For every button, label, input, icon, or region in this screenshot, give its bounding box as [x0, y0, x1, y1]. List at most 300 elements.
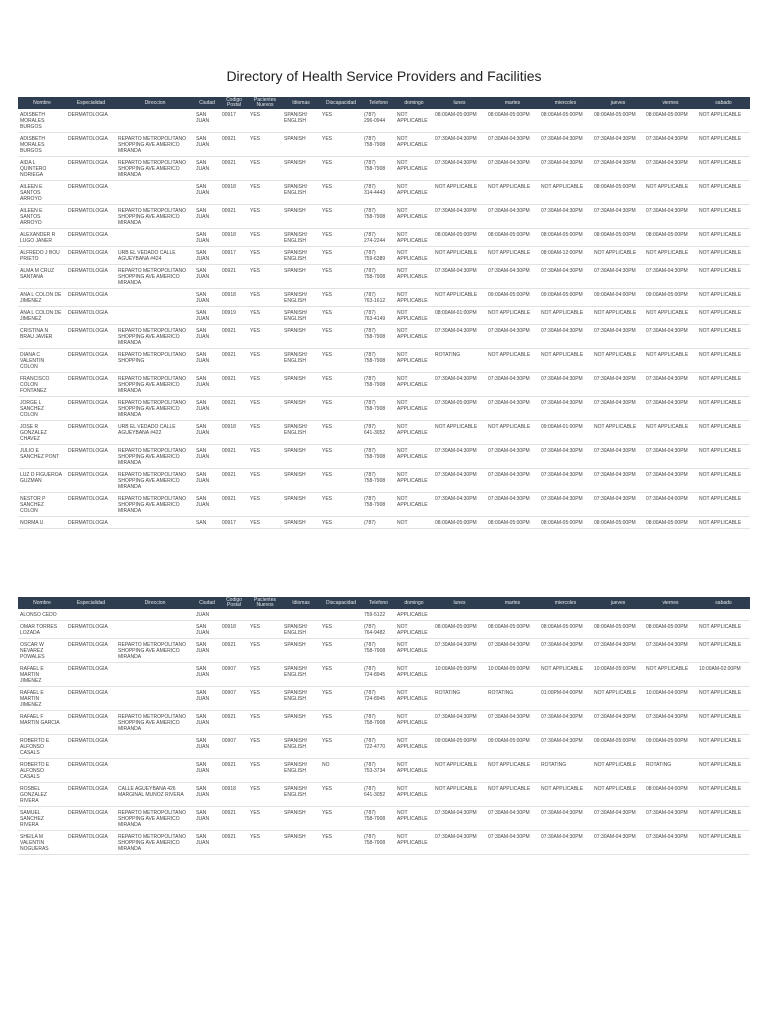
- cell-pacientes-nuevos: YES: [248, 783, 282, 807]
- cell-lunes: 07:30AM-04:30PM: [433, 711, 486, 735]
- cell-direccion: REPARTO METROPOLITANO SHOPPING AVE AMERICO MIRANDA: [116, 639, 194, 663]
- cell-viernes: NOT APPLICABLE: [644, 663, 697, 687]
- column-header-pacientes-nuevos: Pacientes Nuevos: [248, 97, 282, 109]
- cell-lunes: 08:00AM-01:00PM: [433, 307, 486, 325]
- cell-ciudad: SAN JUAN: [194, 109, 220, 133]
- cell-sabado: NOT APPLICABLE: [697, 759, 750, 783]
- cell-sabado: NOT APPLICABLE: [697, 493, 750, 517]
- cell-nombre: ALMA M CRUZ SANTANA: [18, 265, 66, 289]
- cell-idiomas: SPANISH: [282, 397, 320, 421]
- column-header-jueves: jueves: [592, 597, 644, 609]
- cell-ciudad: SAN JUAN: [194, 289, 220, 307]
- cell-sabado: NOT APPLICABLE: [697, 445, 750, 469]
- cell-lunes: 09:00AM-05:00PM: [433, 735, 486, 759]
- cell-viernes: [644, 609, 697, 621]
- cell-viernes: 07:30AM-04:30PM: [644, 133, 697, 157]
- cell-ciudad: SAN JUAN: [194, 711, 220, 735]
- cell-especialidad: DERMATOLOGIA: [66, 421, 116, 445]
- cell-codigo-postal: 00921: [220, 157, 248, 181]
- cell-ciudad: SAN JUAN: [194, 247, 220, 265]
- cell-domingo: NOT APPLICABLE: [395, 307, 433, 325]
- cell-codigo-postal: 00921: [220, 397, 248, 421]
- cell-martes: NOT APPLICABLE: [486, 759, 539, 783]
- cell-discapacidad: YES: [320, 307, 362, 325]
- cell-lunes: 07:30AM-04:30PM: [433, 639, 486, 663]
- cell-nombre: AILEEN E SANTOS ARROYO: [18, 205, 66, 229]
- cell-miercoles: 08:00AM-12:00PM: [539, 247, 592, 265]
- cell-jueves: 07:30AM-04:30PM: [592, 397, 644, 421]
- cell-codigo-postal: 00907: [220, 663, 248, 687]
- column-header-idiomas: Idiomas: [282, 97, 320, 109]
- column-header-lunes: lunes: [433, 597, 486, 609]
- cell-ciudad: SAN JUAN: [194, 687, 220, 711]
- column-header-especialidad: Especialidad: [66, 97, 116, 109]
- cell-lunes: [433, 609, 486, 621]
- cell-discapacidad: YES: [320, 783, 362, 807]
- cell-domingo: NOT APPLICABLE: [395, 783, 433, 807]
- cell-martes: 08:00AM-05:00PM: [486, 109, 539, 133]
- cell-nombre: ROSBEL GONZALEZ RIVERA: [18, 783, 66, 807]
- cell-pacientes-nuevos: YES: [248, 621, 282, 639]
- table-row: [18, 133, 750, 157]
- cell-martes: 10:00AM-05:00PM: [486, 663, 539, 687]
- cell-pacientes-nuevos: YES: [248, 247, 282, 265]
- cell-direccion: REPARTO METROPOLITANO SHOPPING AVE AMERICO MIRANDA: [116, 807, 194, 831]
- cell-ciudad: SAN JUAN: [194, 621, 220, 639]
- cell-lunes: ROTATING: [433, 349, 486, 373]
- cell-especialidad: DERMATOLOGIA: [66, 325, 116, 349]
- cell-ciudad: SAN JUAN: [194, 807, 220, 831]
- cell-martes: 07:30AM-04:30PM: [486, 639, 539, 663]
- cell-martes: 07:30AM-04:30PM: [486, 831, 539, 855]
- cell-codigo-postal: 00918: [220, 181, 248, 205]
- cell-pacientes-nuevos: YES: [248, 205, 282, 229]
- cell-lunes: 07:30AM-04:30PM: [433, 373, 486, 397]
- cell-miercoles: 08:00AM-05:00PM: [539, 621, 592, 639]
- cell-domingo: NOT APPLICABLE: [395, 445, 433, 469]
- cell-ciudad: SAN JUAN: [194, 205, 220, 229]
- table-row: [18, 205, 750, 229]
- cell-viernes: 07:30AM-04:30PM: [644, 373, 697, 397]
- cell-sabado: NOT APPLICABLE: [697, 517, 750, 529]
- column-header-sabado: sabado: [697, 597, 750, 609]
- cell-direccion: [116, 181, 194, 205]
- cell-martes: 07:30AM-04:30PM: [486, 373, 539, 397]
- cell-domingo: NOT APPLICABLE: [395, 807, 433, 831]
- cell-miercoles: 07:30AM-04:30PM: [539, 373, 592, 397]
- cell-domingo: NOT APPLICABLE: [395, 289, 433, 307]
- cell-jueves: 08:00AM-05:00PM: [592, 109, 644, 133]
- cell-sabado: NOT APPLICABLE: [697, 133, 750, 157]
- cell-idiomas: SPANISH/ ENGLISH: [282, 289, 320, 307]
- cell-miercoles: 08:00AM-05:00PM: [539, 109, 592, 133]
- cell-especialidad: DERMATOLOGIA: [66, 265, 116, 289]
- table-row: [18, 609, 750, 621]
- cell-martes: 09:00AM-05:00PM: [486, 289, 539, 307]
- cell-direccion: [116, 759, 194, 783]
- cell-especialidad: DERMATOLOGIA: [66, 157, 116, 181]
- cell-pacientes-nuevos: YES: [248, 663, 282, 687]
- cell-direccion: [116, 687, 194, 711]
- cell-telefono: (787) 758-7908: [362, 373, 395, 397]
- cell-viernes: 09:00AM-05:00PM: [644, 735, 697, 759]
- table-row: [18, 397, 750, 421]
- cell-martes: 07:30AM-04:30PM: [486, 205, 539, 229]
- table-header: [18, 97, 750, 109]
- cell-sabado: NOT APPLICABLE: [697, 783, 750, 807]
- cell-lunes: 07:30AM-04:30PM: [433, 325, 486, 349]
- cell-miercoles: 07:30AM-04:30PM: [539, 807, 592, 831]
- cell-telefono: (787) 758-7908: [362, 711, 395, 735]
- column-header-codigo-postal: Codigo Postal: [220, 97, 248, 109]
- cell-especialidad: DERMATOLOGIA: [66, 639, 116, 663]
- cell-codigo-postal: 00917: [220, 247, 248, 265]
- table-row: [18, 831, 750, 855]
- table-row: [18, 663, 750, 687]
- cell-jueves: 09:00AM-04:00PM: [592, 289, 644, 307]
- cell-especialidad: DERMATOLOGIA: [66, 289, 116, 307]
- cell-nombre: ADISBETH MORALES BURGOS: [18, 109, 66, 133]
- cell-jueves: 07:30AM-04:30PM: [592, 831, 644, 855]
- cell-nombre: DIANA C VALENTIN COLON: [18, 349, 66, 373]
- cell-especialidad: DERMATOLOGIA: [66, 205, 116, 229]
- column-header-domingo: domingo: [395, 97, 433, 109]
- column-header-miercoles: miercoles: [539, 97, 592, 109]
- cell-lunes: NOT APPLICABLE: [433, 181, 486, 205]
- cell-miercoles: NOT APPLICABLE: [539, 349, 592, 373]
- cell-jueves: NOT APPLICABLE: [592, 783, 644, 807]
- cell-discapacidad: YES: [320, 687, 362, 711]
- cell-discapacidad: YES: [320, 181, 362, 205]
- cell-domingo: NOT APPLICABLE: [395, 265, 433, 289]
- cell-idiomas: SPANISH: [282, 807, 320, 831]
- cell-sabado: NOT APPLICABLE: [697, 397, 750, 421]
- cell-domingo: NOT APPLICABLE: [395, 621, 433, 639]
- cell-pacientes-nuevos: YES: [248, 807, 282, 831]
- cell-pacientes-nuevos: YES: [248, 493, 282, 517]
- cell-lunes: NOT APPLICABLE: [433, 759, 486, 783]
- table-row: [18, 229, 750, 247]
- cell-lunes: 08:00AM-05:00PM: [433, 517, 486, 529]
- cell-especialidad: DERMATOLOGIA: [66, 621, 116, 639]
- cell-viernes: 07:30AM-04:30PM: [644, 711, 697, 735]
- cell-discapacidad: YES: [320, 421, 362, 445]
- table-row: [18, 373, 750, 397]
- cell-direccion: URB EL VEDADO CALLE AGUEYBANA #422: [116, 421, 194, 445]
- cell-jueves: 07:30AM-04:30PM: [592, 469, 644, 493]
- cell-domingo: NOT APPLICABLE: [395, 469, 433, 493]
- cell-martes: 07:30AM-04:30PM: [486, 807, 539, 831]
- cell-martes: ROTATING: [486, 687, 539, 711]
- cell-especialidad: DERMATOLOGIA: [66, 759, 116, 783]
- table-row: [18, 639, 750, 663]
- cell-viernes: 08:00AM-04:00PM: [644, 783, 697, 807]
- cell-idiomas: SPANISH: [282, 373, 320, 397]
- cell-viernes: ROTATING: [644, 759, 697, 783]
- cell-miercoles: ROTATING: [539, 759, 592, 783]
- cell-direccion: REPARTO METROPOLITANO SHOPPING AVE AMERICO MIRANDA: [116, 265, 194, 289]
- cell-idiomas: SPANISH: [282, 205, 320, 229]
- cell-telefono: (787) 724-8945: [362, 687, 395, 711]
- cell-direccion: [116, 109, 194, 133]
- table-row: [18, 109, 750, 133]
- cell-domingo: NOT APPLICABLE: [395, 493, 433, 517]
- cell-telefono: (787) 641-3052: [362, 783, 395, 807]
- column-header-lunes: lunes: [433, 97, 486, 109]
- cell-viernes: 07:30AM-04:30PM: [644, 639, 697, 663]
- cell-viernes: NOT APPLICABLE: [644, 349, 697, 373]
- cell-miercoles: 08:00AM-05:00PM: [539, 517, 592, 529]
- cell-codigo-postal: 00921: [220, 759, 248, 783]
- cell-sabado: [697, 609, 750, 621]
- cell-martes: NOT APPLICABLE: [486, 181, 539, 205]
- cell-viernes: 07:30AM-04:30PM: [644, 157, 697, 181]
- table-row: [18, 783, 750, 807]
- cell-domingo: NOT APPLICABLE: [395, 421, 433, 445]
- cell-jueves: 07:30AM-04:30PM: [592, 157, 644, 181]
- cell-jueves: 07:30AM-04:30PM: [592, 373, 644, 397]
- cell-codigo-postal: 00921: [220, 493, 248, 517]
- cell-sabado: NOT APPLICABLE: [697, 639, 750, 663]
- cell-pacientes-nuevos: YES: [248, 711, 282, 735]
- cell-nombre: ANA L COLON DE JIMENEZ: [18, 307, 66, 325]
- cell-nombre: ALEXANDER R LUGO JANER: [18, 229, 66, 247]
- cell-telefono: (787) 763-4149: [362, 307, 395, 325]
- table-row: [18, 181, 750, 205]
- cell-discapacidad: YES: [320, 831, 362, 855]
- column-header-martes: martes: [486, 97, 539, 109]
- cell-sabado: NOT APPLICABLE: [697, 307, 750, 325]
- cell-idiomas: SPANISH: [282, 831, 320, 855]
- cell-nombre: AIDA L QUINTERO NORIEGA: [18, 157, 66, 181]
- cell-miercoles: NOT APPLICABLE: [539, 181, 592, 205]
- cell-codigo-postal: 00921: [220, 325, 248, 349]
- cell-viernes: 07:30AM-04:30PM: [644, 807, 697, 831]
- cell-lunes: 10:00AM-05:00PM: [433, 663, 486, 687]
- cell-viernes: 08:00AM-05:00PM: [644, 621, 697, 639]
- cell-miercoles: 07:30AM-04:30PM: [539, 133, 592, 157]
- cell-codigo-postal: 00921: [220, 831, 248, 855]
- cell-domingo: NOT APPLICABLE: [395, 181, 433, 205]
- cell-nombre: ALONSO CEDO: [18, 609, 66, 621]
- cell-codigo-postal: 00918: [220, 621, 248, 639]
- cell-telefono: (787) 758-7908: [362, 445, 395, 469]
- cell-martes: 08:00AM-05:00PM: [486, 621, 539, 639]
- cell-idiomas: SPANISH/ ENGLISH: [282, 621, 320, 639]
- cell-pacientes-nuevos: YES: [248, 373, 282, 397]
- cell-discapacidad: YES: [320, 663, 362, 687]
- cell-miercoles: 07:30AM-04:30PM: [539, 735, 592, 759]
- cell-viernes: 09:00AM-05:00PM: [644, 289, 697, 307]
- cell-miercoles: NOT APPLICABLE: [539, 663, 592, 687]
- cell-martes: NOT APPLICABLE: [486, 247, 539, 265]
- cell-idiomas: SPANISH/ ENGLISH: [282, 421, 320, 445]
- cell-nombre: NORMA U: [18, 517, 66, 529]
- cell-pacientes-nuevos: YES: [248, 469, 282, 493]
- cell-discapacidad: YES: [320, 639, 362, 663]
- cell-sabado: NOT APPLICABLE: [697, 247, 750, 265]
- cell-especialidad: DERMATOLOGIA: [66, 397, 116, 421]
- cell-lunes: NOT APPLICABLE: [433, 421, 486, 445]
- cell-martes: 08:00AM-05:00PM: [486, 517, 539, 529]
- table-row: [18, 493, 750, 517]
- cell-sabado: NOT APPLICABLE: [697, 711, 750, 735]
- column-header-domingo: domingo: [395, 597, 433, 609]
- column-header-direccion: Direccion: [116, 97, 194, 109]
- cell-martes: 07:30AM-04:30PM: [486, 445, 539, 469]
- cell-discapacidad: NO: [320, 759, 362, 783]
- cell-martes: NOT APPLICABLE: [486, 307, 539, 325]
- column-header-pacientes-nuevos: Pacientes Nuevos: [248, 597, 282, 609]
- cell-direccion: [116, 307, 194, 325]
- table-row: [18, 621, 750, 639]
- cell-domingo: APPLICABLE: [395, 609, 433, 621]
- cell-ciudad: SAN JUAN: [194, 421, 220, 445]
- cell-lunes: NOT APPLICABLE: [433, 247, 486, 265]
- cell-viernes: 07:30AM-04:30PM: [644, 831, 697, 855]
- cell-pacientes-nuevos: YES: [248, 445, 282, 469]
- cell-telefono: (787) 722-4770: [362, 735, 395, 759]
- cell-codigo-postal: 00907: [220, 687, 248, 711]
- cell-codigo-postal: 00921: [220, 205, 248, 229]
- cell-domingo: NOT: [395, 517, 433, 529]
- cell-sabado: NOT APPLICABLE: [697, 807, 750, 831]
- cell-telefono: (787) 758-7908: [362, 133, 395, 157]
- cell-ciudad: SAN JUAN: [194, 663, 220, 687]
- cell-ciudad: SAN JUAN: [194, 493, 220, 517]
- cell-pacientes-nuevos: YES: [248, 133, 282, 157]
- cell-lunes: 08:00AM-05:00PM: [433, 621, 486, 639]
- cell-lunes: 07:30AM-04:30PM: [433, 205, 486, 229]
- cell-domingo: NOT APPLICABLE: [395, 373, 433, 397]
- cell-pacientes-nuevos: YES: [248, 517, 282, 529]
- cell-ciudad: SAN JUAN: [194, 373, 220, 397]
- cell-idiomas: SPANISH: [282, 711, 320, 735]
- table-body: [18, 109, 750, 529]
- cell-martes: 07:30AM-04:30PM: [486, 325, 539, 349]
- column-header-jueves: jueves: [592, 97, 644, 109]
- cell-domingo: NOT APPLICABLE: [395, 687, 433, 711]
- cell-ciudad: SAN JUAN: [194, 133, 220, 157]
- cell-jueves: NOT APPLICABLE: [592, 247, 644, 265]
- cell-ciudad: SAN JUAN: [194, 325, 220, 349]
- cell-codigo-postal: 00921: [220, 639, 248, 663]
- cell-idiomas: SPANISH: [282, 493, 320, 517]
- cell-pacientes-nuevos: YES: [248, 349, 282, 373]
- column-header-discapacidad: Discapacidad: [320, 97, 362, 109]
- cell-viernes: NOT APPLICABLE: [644, 247, 697, 265]
- table-row: [18, 307, 750, 325]
- cell-codigo-postal: 00921: [220, 807, 248, 831]
- cell-idiomas: SPANISH: [282, 639, 320, 663]
- cell-domingo: NOT APPLICABLE: [395, 735, 433, 759]
- cell-especialidad: DERMATOLOGIA: [66, 373, 116, 397]
- cell-martes: NOT APPLICABLE: [486, 421, 539, 445]
- cell-sabado: NOT APPLICABLE: [697, 205, 750, 229]
- cell-telefono: (787) 758-7908: [362, 265, 395, 289]
- cell-telefono: (787) 274-2244: [362, 229, 395, 247]
- cell-telefono: (787) 763-1612: [362, 289, 395, 307]
- cell-lunes: 07:30AM-04:30PM: [433, 157, 486, 181]
- cell-especialidad: DERMATOLOGIA: [66, 807, 116, 831]
- cell-jueves: 07:30AM-04:30PM: [592, 133, 644, 157]
- table-row: [18, 265, 750, 289]
- cell-miercoles: 07:30AM-04:30PM: [539, 831, 592, 855]
- cell-especialidad: DERMATOLOGIA: [66, 493, 116, 517]
- column-header-viernes: viernes: [644, 97, 697, 109]
- cell-nombre: JOSE R GONZALEZ CHAVEZ: [18, 421, 66, 445]
- cell-idiomas: SPANISH/ ENGLISH: [282, 759, 320, 783]
- cell-especialidad: DERMATOLOGIA: [66, 735, 116, 759]
- cell-especialidad: DERMATOLOGIA: [66, 181, 116, 205]
- cell-idiomas: SPANISH/ ENGLISH: [282, 229, 320, 247]
- cell-ciudad: SAN JUAN: [194, 783, 220, 807]
- cell-jueves: NOT APPLICABLE: [592, 687, 644, 711]
- cell-codigo-postal: 00918: [220, 421, 248, 445]
- cell-codigo-postal: [220, 609, 248, 621]
- cell-domingo: NOT APPLICABLE: [395, 831, 433, 855]
- cell-nombre: RAFAEL E MARTIN JIMENEZ: [18, 687, 66, 711]
- cell-codigo-postal: 00921: [220, 711, 248, 735]
- cell-sabado: NOT APPLICABLE: [697, 421, 750, 445]
- cell-direccion: [116, 621, 194, 639]
- column-header-nombre: Nombre: [18, 597, 66, 609]
- cell-direccion: REPARTO METROPOLITANO SHOPPING AVE AMERICO MIRANDA: [116, 373, 194, 397]
- table-row: [18, 735, 750, 759]
- cell-nombre: JORGE L SANCHEZ COLON: [18, 397, 66, 421]
- cell-discapacidad: YES: [320, 157, 362, 181]
- cell-idiomas: SPANISH/ ENGLISH: [282, 783, 320, 807]
- cell-direccion: REPARTO METROPOLITANO SHOPPING AVE AMERICO MIRANDA: [116, 397, 194, 421]
- cell-direccion: CALLE AGUEYBANA 426 MARGINAL MUNOZ RIVERA: [116, 783, 194, 807]
- cell-idiomas: [282, 609, 320, 621]
- cell-discapacidad: YES: [320, 735, 362, 759]
- cell-idiomas: SPANISH: [282, 325, 320, 349]
- cell-telefono: (787) 314-4443: [362, 181, 395, 205]
- cell-codigo-postal: 00921: [220, 265, 248, 289]
- cell-miercoles: [539, 609, 592, 621]
- cell-lunes: NOT APPLICABLE: [433, 289, 486, 307]
- cell-martes: 07:30AM-04:30PM: [486, 157, 539, 181]
- cell-miercoles: 07:30AM-04:30PM: [539, 639, 592, 663]
- cell-nombre: AILEEN E SANTOS ARROYO: [18, 181, 66, 205]
- cell-discapacidad: YES: [320, 621, 362, 639]
- cell-sabado: NOT APPLICABLE: [697, 109, 750, 133]
- cell-especialidad: [66, 609, 116, 621]
- cell-nombre: ALFREDO J BOU PRIETO: [18, 247, 66, 265]
- cell-telefono: (787) 764-9482: [362, 621, 395, 639]
- cell-idiomas: SPANISH/ ENGLISH: [282, 109, 320, 133]
- cell-direccion: REPARTO METROPOLITANO SHOPPING AVE AMERICO MIRANDA: [116, 493, 194, 517]
- cell-direccion: REPARTO METROPOLITANO SHOPPING AVE AMERICO MIRANDA: [116, 831, 194, 855]
- cell-codigo-postal: 00921: [220, 445, 248, 469]
- cell-telefono: (787) 758-7908: [362, 807, 395, 831]
- cell-telefono: (787) 758-7908: [362, 397, 395, 421]
- table-body: [18, 609, 750, 855]
- cell-nombre: OMAR TORRES LOZADA: [18, 621, 66, 639]
- cell-nombre: RAFAEL E MARTIN JIMENEZ: [18, 663, 66, 687]
- table-row: [18, 289, 750, 307]
- cell-viernes: NOT APPLICABLE: [644, 307, 697, 325]
- cell-pacientes-nuevos: [248, 609, 282, 621]
- cell-jueves: 08:00AM-05:00PM: [592, 181, 644, 205]
- cell-lunes: 07:30AM-04:30PM: [433, 445, 486, 469]
- cell-pacientes-nuevos: YES: [248, 181, 282, 205]
- table-row: [18, 325, 750, 349]
- cell-miercoles: 07:30AM-04:30PM: [539, 493, 592, 517]
- cell-codigo-postal: 00917: [220, 517, 248, 529]
- cell-martes: NOT APPLICABLE: [486, 783, 539, 807]
